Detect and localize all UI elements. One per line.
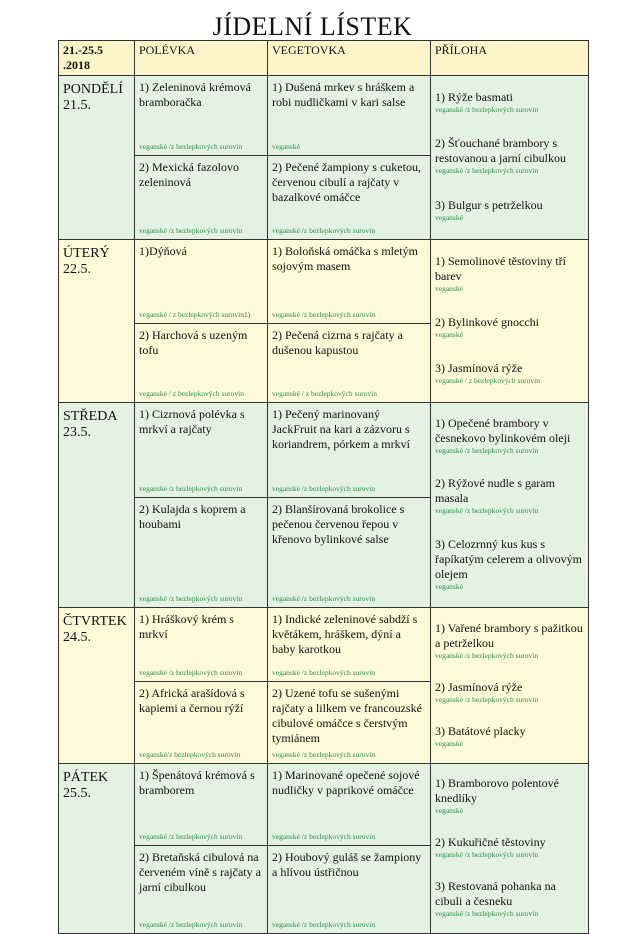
- diet-tag: veganské /z bezlepkových surovin: [435, 694, 539, 704]
- side-dish-name: 1) Semolinové těstoviny tří barev: [435, 253, 566, 283]
- day-date: 25.5.: [63, 786, 91, 801]
- day-date: 22.5.: [63, 262, 91, 277]
- dish-cell: [268, 156, 431, 240]
- diet-tag: veganské /z bezlepkových surovin: [272, 226, 376, 235]
- side-item: [435, 361, 584, 386]
- diet-tag: veganské /z bezlepkových surovin: [272, 310, 376, 319]
- dish-name: 2) Pečené žampiony s cuketou, červenou cibulí a rajčaty v bazalkové omáčce: [272, 160, 421, 204]
- diet-tag: veganské /z bezlepkových surovin: [139, 484, 243, 493]
- header-date: 21.-25.5 .2018: [59, 41, 135, 76]
- side-item: [435, 136, 584, 176]
- dish-cell: [268, 76, 431, 156]
- side-dish-name: 3) Batátové placky: [435, 723, 526, 738]
- day-row: [59, 608, 589, 682]
- dish-name: 2) Africká arašídová s kapiemi a černou rýží: [139, 686, 245, 715]
- side-dish-name: 1) Vařené brambory s pažitkou a petrželkou: [435, 620, 583, 650]
- dish-name: 1) Cizrnová polévka s mrkví a rajčaty: [139, 407, 245, 436]
- day-row: [59, 240, 589, 324]
- dish-name: 1) Zeleninová krémová bramboračka: [139, 80, 251, 109]
- diet-tag: veganské /z bezlepkových surovin: [435, 650, 539, 660]
- side-item: [435, 680, 584, 705]
- dish-cell: [135, 324, 268, 403]
- day-row: [59, 76, 589, 156]
- side-item: [435, 537, 584, 592]
- dish-cell: [268, 764, 431, 846]
- day-name: ÚTERÝ: [63, 246, 110, 261]
- dish-cell: [135, 240, 268, 324]
- day-name: PÁTEK: [63, 770, 109, 785]
- side-dish-name: 1) Opečené brambory v česnekovo bylinkovém oleji: [435, 416, 571, 446]
- day-name: PONDĚLÍ: [63, 82, 123, 97]
- page-title: JÍDELNÍ LÍSTEK: [212, 12, 413, 41]
- dish-name: 1) Špenátová krémová s bramborem: [139, 768, 255, 797]
- side-dish-name: 2) Šťouchané brambory s restovanou a jarní cibulkou: [435, 136, 566, 166]
- side-dish-name: 2) Bylinkové gnocchi: [435, 314, 539, 329]
- side-item: [435, 254, 584, 294]
- day-label: [59, 240, 135, 403]
- dish-cell: [135, 608, 268, 682]
- side-dish-name: 2) Rýžové nudle s garam masala: [435, 476, 555, 506]
- dish-cell: [268, 682, 431, 764]
- diet-tag: veganské: [435, 581, 463, 591]
- diet-tag: veganské: [435, 806, 463, 816]
- diet-tag: veganské /z bezlepkových surovin: [139, 668, 243, 677]
- side-dish-name: 2) Jasmínová rýže: [435, 679, 523, 694]
- diet-tag: veganské/z bezlepkových surovin: [139, 750, 241, 759]
- menu-table: [58, 40, 589, 934]
- dish-cell: [135, 498, 268, 608]
- dish-cell: [135, 76, 268, 156]
- diet-tag: veganské: [435, 738, 463, 748]
- dish-name: 2) Harchová s uzeným tofu: [139, 328, 248, 357]
- side-dish-name: 1) Bramborovo polentové knedlíky: [435, 776, 559, 806]
- dish-name: 1)Dýňová: [139, 244, 187, 258]
- day-row: [59, 403, 589, 498]
- dish-name: 1) Pečený marinovaný JackFruit na kari a zázvoru s koriandrem, pórkem a mrkví: [272, 407, 410, 451]
- diet-tag: veganské / z bezlepkových surovin: [272, 389, 377, 398]
- day-label: [59, 608, 135, 764]
- side-dish-name: 3) Celozrnný kus kus s řapíkatým celerem a olivovým olejem: [435, 536, 582, 581]
- dish-name: 2) Kulajda s koprem a houbami: [139, 502, 246, 531]
- side-item: [435, 776, 584, 816]
- diet-tag: veganské: [435, 283, 463, 293]
- dish-name: 2) Bretaňská cibulová na červeném víně s rajčaty a jarní cibulkou: [139, 850, 261, 894]
- diet-tag: veganské /z bezlepkových surovin: [435, 908, 539, 918]
- diet-tag: veganské /z bezlepkových surovin: [435, 166, 539, 176]
- dish-name: 2) Houbový guláš se žampiony a hlívou ústřičnou: [272, 850, 422, 879]
- side-item: [435, 621, 584, 661]
- dish-cell: [135, 682, 268, 764]
- side-dishes-cell: [431, 76, 589, 240]
- diet-tag: veganské /z bezlepkových surovin: [139, 920, 243, 929]
- dish-name: 1) Dušená mrkev s hráškem a robi nudličkami v kari salse: [272, 80, 415, 109]
- dish-cell: [268, 498, 431, 608]
- diet-tag: veganské: [435, 329, 463, 339]
- side-item: [435, 835, 584, 860]
- diet-tag: veganské /z bezlepkových surovin: [139, 594, 243, 603]
- header-row: [59, 41, 589, 76]
- side-dish-name: 1) Rýže basmati: [435, 89, 513, 104]
- day-row: [59, 764, 589, 846]
- side-dishes-cell: [431, 608, 589, 764]
- diet-tag: veganské /z bezlepkových surovin: [435, 506, 539, 516]
- diet-tag: veganské /z bezlepkových surovin: [139, 226, 243, 235]
- day-name: ČTVRTEK: [63, 614, 127, 629]
- side-item: [435, 90, 584, 115]
- dish-name: 1) Indické zeleninové sabdží s květákem, hráškem, dýní a baby karotkou: [272, 612, 418, 656]
- dish-cell: [135, 156, 268, 240]
- diet-tag: veganské /z bezlepkových surovin: [272, 832, 376, 841]
- side-item: [435, 416, 584, 456]
- diet-tag: veganské: [272, 142, 300, 151]
- diet-tag: veganské /z bezlepkových surovin: [139, 832, 243, 841]
- day-date: 24.5.: [63, 630, 91, 645]
- dish-cell: [268, 608, 431, 682]
- day-name: STŘEDA: [63, 409, 118, 424]
- side-item: [435, 879, 584, 919]
- dish-cell: [268, 846, 431, 934]
- day-label: [59, 764, 135, 934]
- diet-tag: veganské / z bezlepkových surovin: [139, 389, 244, 398]
- diet-tag: veganské /z bezlepkových surovin: [435, 446, 539, 456]
- side-dishes-cell: [431, 240, 589, 403]
- diet-tag: veganské / z bezlepkových surovin1): [139, 310, 251, 319]
- dish-cell: [135, 403, 268, 498]
- diet-tag: veganské / z bezlepkových surovin: [435, 376, 540, 386]
- dish-name: 2) Mexická fazolovo zeleninová: [139, 160, 239, 189]
- side-dish-name: 3) Jasmínová rýže: [435, 361, 523, 376]
- side-dishes-cell: [431, 403, 589, 608]
- dish-name: 2) Pečená cizrna s rajčaty a dušenou kapustou: [272, 328, 403, 357]
- side-item: [435, 724, 584, 749]
- diet-tag: veganské /z bezlepkových surovin: [272, 750, 376, 759]
- dish-name: 1) Boloňská omáčka s mletým sojovým masem: [272, 244, 418, 273]
- day-label: [59, 76, 135, 240]
- dish-cell: [268, 240, 431, 324]
- day-date: 23.5.: [63, 425, 91, 440]
- diet-tag: veganské /z bezlepkových surovin: [272, 668, 376, 677]
- side-dish-name: 2) Kukuřičné těstoviny: [435, 834, 546, 849]
- day-date: 21.5.: [63, 98, 91, 113]
- diet-tag: veganské /z bezlepkových surovin: [435, 104, 539, 114]
- header-vegetovka: VEGETOVKA: [268, 41, 431, 76]
- day-label: [59, 403, 135, 608]
- header-soup: POLÉVKA: [135, 41, 268, 76]
- side-dish-name: 3) Restovaná pohanka na cibuli a česneku: [435, 878, 556, 908]
- dish-cell: [268, 403, 431, 498]
- dish-cell: [135, 764, 268, 846]
- dish-name: 1) Hráškový krém s mrkví: [139, 612, 234, 641]
- diet-tag: veganské /z bezlepkových surovin: [435, 849, 539, 859]
- diet-tag: veganské /z bezlepkových surovin: [139, 142, 243, 151]
- header-side: PŘÍLOHA: [431, 41, 589, 76]
- side-dish-name: 3) Bulgur s petrželkou: [435, 198, 543, 213]
- diet-tag: veganské: [435, 213, 463, 223]
- dish-name: 2) Uzené tofu se sušenými rajčaty a lilkem ve francouzské cibulové omáčce s čerstvým tymiánem: [272, 686, 422, 745]
- side-dishes-cell: [431, 764, 589, 934]
- side-item: [435, 198, 584, 223]
- diet-tag: veganské /z bezlepkových surovin: [272, 594, 376, 603]
- dish-cell: [268, 324, 431, 403]
- dish-cell: [135, 846, 268, 934]
- dish-name: 1) Marinované opečené sojové nudličky v paprikové omáčce: [272, 768, 420, 797]
- diet-tag: veganské /z bezlepkových surovin: [272, 920, 376, 929]
- dish-name: 2) Blanšírovaná brokolice s pečenou červenou řepou v křenovo bylinkové salse: [272, 502, 405, 546]
- diet-tag: veganské /z bezlepkových surovin: [272, 484, 376, 493]
- side-item: [435, 476, 584, 516]
- side-item: [435, 315, 584, 340]
